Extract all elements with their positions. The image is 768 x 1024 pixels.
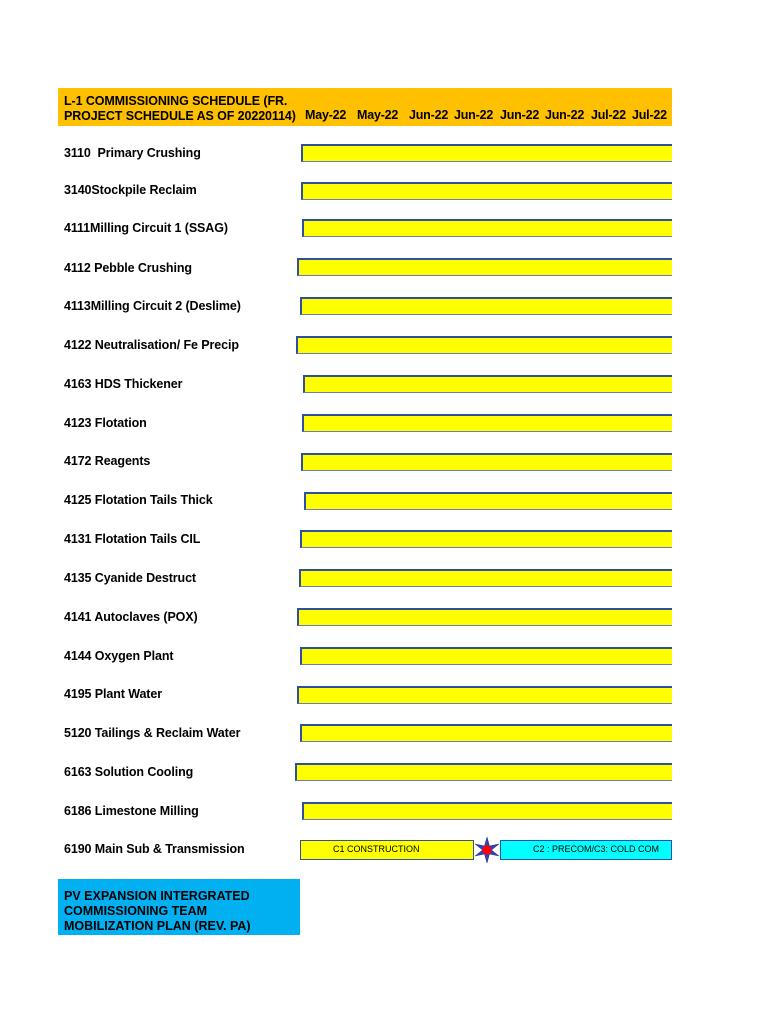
schedule-bar xyxy=(295,763,672,781)
schedule-bar xyxy=(301,144,672,162)
month-label: Jun-22 xyxy=(409,108,449,122)
schedule-bar xyxy=(300,724,672,742)
schedule-bar xyxy=(300,647,672,665)
month-label: Jun-22 xyxy=(545,108,585,122)
schedule-bar xyxy=(302,414,672,432)
c1-phase-label: C1 CONSTRUCTION xyxy=(333,844,420,854)
month-label: May-22 xyxy=(305,108,347,122)
area-label: 4163 HDS Thickener xyxy=(64,377,183,391)
schedule-title: L-1 COMMISSIONING SCHEDULE (FR. PROJECT SCHEDULE AS OF 20220114) xyxy=(64,94,296,123)
schedule-bar xyxy=(301,182,672,200)
month-label: Jun-22 xyxy=(500,108,540,122)
area-label: 4112 Pebble Crushing xyxy=(64,261,192,275)
schedule-bar xyxy=(297,686,672,704)
month-label: Jul-22 xyxy=(632,108,667,122)
area-label: 6186 Limestone Milling xyxy=(64,804,199,818)
schedule-bar xyxy=(296,336,672,354)
area-label: 4125 Flotation Tails Thick xyxy=(64,493,213,507)
area-label: 4111Milling Circuit 1 (SSAG) xyxy=(64,221,228,235)
schedule-bar xyxy=(302,802,672,820)
area-label: 5120 Tailings & Reclaim Water xyxy=(64,726,241,740)
area-label: 3110 Primary Crushing xyxy=(64,146,201,160)
area-label: 4141 Autoclaves (POX) xyxy=(64,610,198,624)
month-label: May-22 xyxy=(357,108,399,122)
schedule-bar xyxy=(300,530,672,548)
milestone-star-icon xyxy=(473,836,501,864)
area-label: 4144 Oxygen Plant xyxy=(64,649,174,663)
schedule-bar xyxy=(297,608,672,626)
schedule-bar xyxy=(300,297,672,315)
schedule-bar xyxy=(304,492,672,510)
area-label: 4113Milling Circuit 2 (Deslime) xyxy=(64,299,241,313)
area-label: 6163 Solution Cooling xyxy=(64,765,194,779)
area-label: 4122 Neutralisation/ Fe Precip xyxy=(64,338,239,352)
c2-precom-phase xyxy=(500,840,672,860)
schedule-bar xyxy=(303,375,672,393)
area-label: 4172 Reagents xyxy=(64,454,151,468)
c2-phase-label: C2 : PRECOM/C3: COLD COM xyxy=(533,844,660,854)
schedule-bar xyxy=(299,569,672,587)
area-label: 4135 Cyanide Destruct xyxy=(64,571,196,585)
area-label: 4195 Plant Water xyxy=(64,687,162,701)
area-label: 3140Stockpile Reclaim xyxy=(64,183,197,197)
month-label: Jun-22 xyxy=(454,108,494,122)
schedule-bar xyxy=(302,219,672,237)
schedule-bar xyxy=(301,453,672,471)
area-label: 4131 Flotation Tails CIL xyxy=(64,532,201,546)
area-label: 4123 Flotation xyxy=(64,416,147,430)
plan-title: PV EXPANSION INTERGRATED COMMISSIONING TEAM MOBILIZATION PLAN (REV. PA) xyxy=(64,889,251,933)
c1-construction-phase xyxy=(300,840,474,860)
month-label: Jul-22 xyxy=(591,108,626,122)
area-label: 6190 Main Sub & Transmission xyxy=(64,842,245,856)
schedule-bar xyxy=(297,258,672,276)
